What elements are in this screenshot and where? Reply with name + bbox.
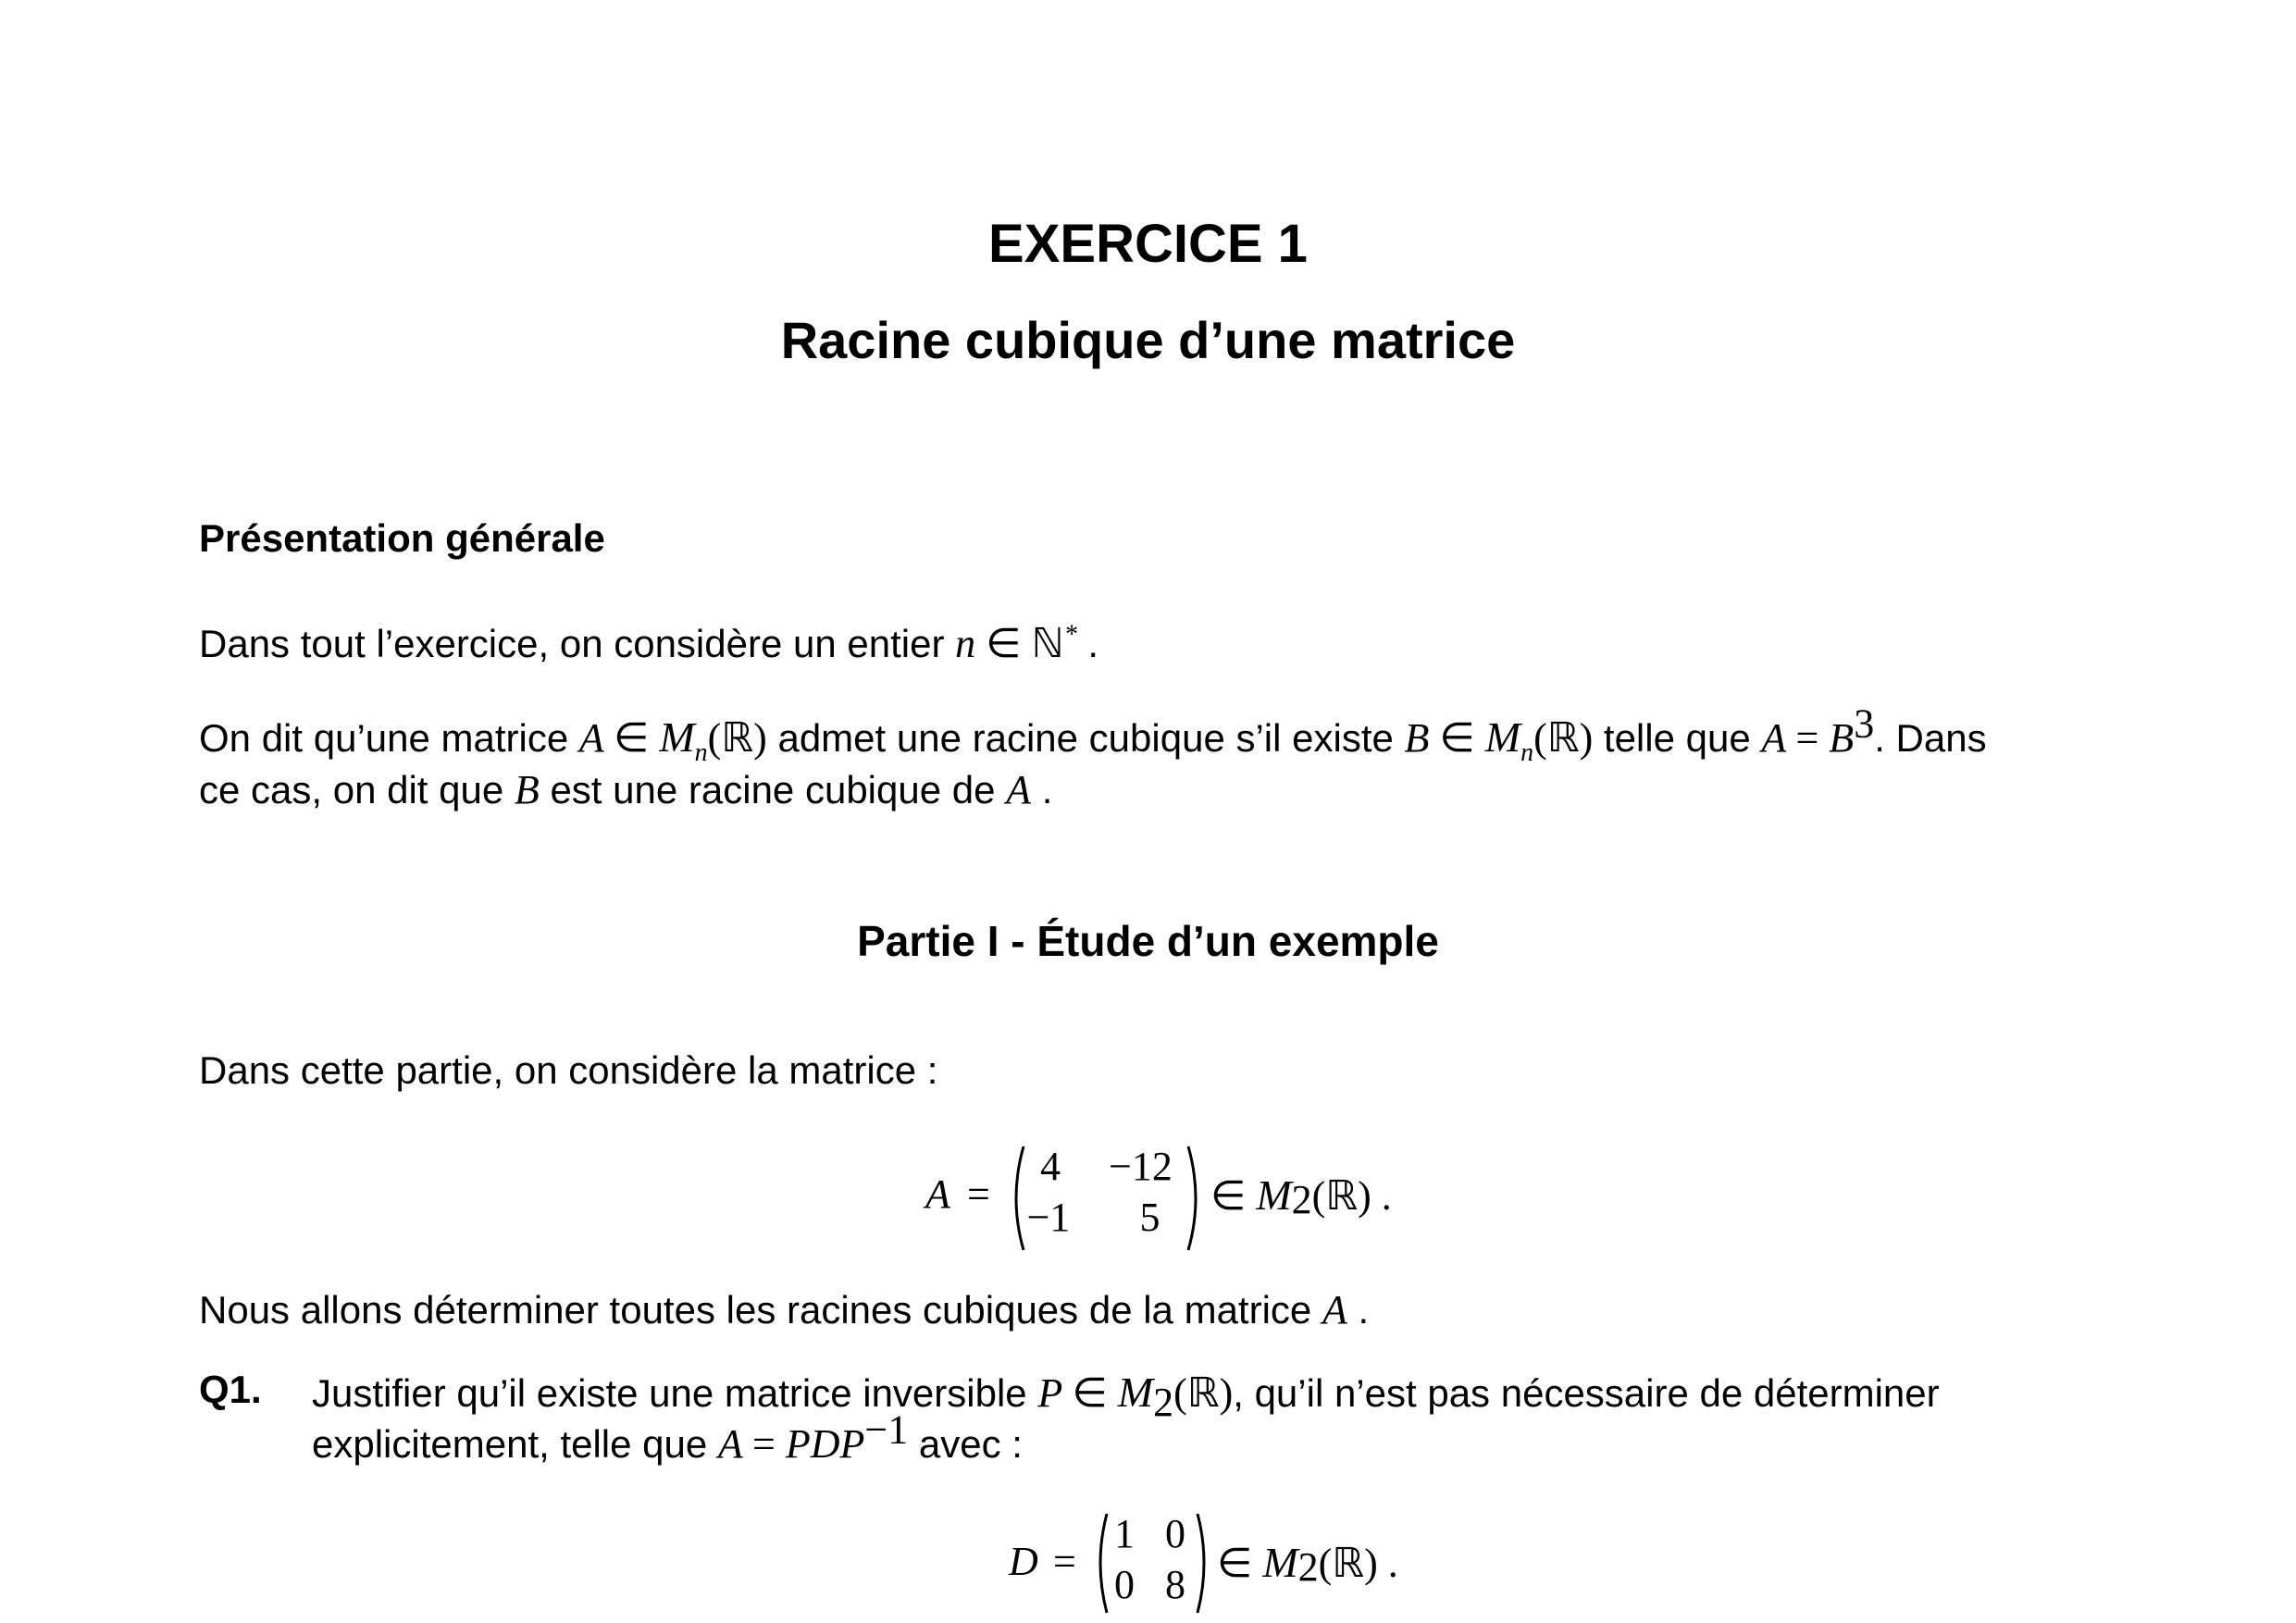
q1-text-a: Justifier qu’il existe une matrice inversible [312, 1371, 1027, 1415]
goal-text: Nous allons déterminer toutes les racines cubiques de la matrice [199, 1288, 1312, 1332]
definition-text-a: On dit qu’une matrice [199, 716, 569, 760]
definition-text-b: admet une racine cubique s’il existe [777, 716, 1394, 760]
math-A: A [1006, 767, 1032, 812]
matrix-A-equation [925, 1143, 1407, 1263]
q1-text-b: , qu’il n’est pas nécessaire de déterminer [1233, 1371, 1940, 1415]
definition-text-f: est une racine cubique de [550, 768, 996, 812]
math-A-in-Mn: A ∈ $M_n(ℝ)$ [578, 713, 767, 767]
matrix-D-cell-21: 0 [1114, 1562, 1135, 1607]
section-heading-presentation: Présentation générale [199, 516, 605, 560]
math-A-equals-B3: $A = B^3$ [1761, 700, 1875, 761]
matrix-A-name: A [925, 1171, 950, 1217]
equals-sign-D: = [1053, 1539, 1076, 1584]
right-paren-D-icon [1194, 1510, 1212, 1617]
goal-sentence: Nous allons déterminer toutes les racines cubiques de la matrice A . [199, 1287, 1370, 1332]
exercise-subtitle: Racine cubique d’une matrice [780, 311, 1516, 369]
matrix-A-space: ∈ $M_2(ℝ)$ . [1210, 1171, 1392, 1223]
exercise-title: EXERCICE 1 [988, 214, 1308, 274]
matrix-A-cell-11: 4 [1040, 1144, 1061, 1189]
matrix-A-cell-22: 5 [1139, 1195, 1160, 1240]
intro-text: Dans tout l’exercice, on considère un entier [199, 622, 945, 665]
matrix-D-cell-11: 1 [1114, 1511, 1135, 1556]
paragraph-definition-line1 [199, 700, 1987, 767]
paragraph-definition-line2: ce cas, on dit que B est une racine cubique de A . [199, 767, 1053, 812]
definition-text-d: . Dans [1874, 716, 1987, 760]
matrix-D-name: D [1009, 1539, 1038, 1584]
math-P-in-M2: P ∈ $M_2(ℝ)$ [1037, 1369, 1234, 1425]
matrix-D-space: ∈ $M_2(ℝ)$ . [1217, 1539, 1398, 1591]
part-intro: Dans cette partie, on considère la matrice : [199, 1048, 938, 1092]
definition-text-e: ce cas, on dit que [199, 768, 504, 812]
matrix-D-cell-22: 8 [1165, 1562, 1185, 1607]
math-n-in-N: n ∈ ℕ* [955, 620, 1077, 666]
equals-sign: = [967, 1171, 990, 1217]
q1-text-d: avec : [918, 1422, 1023, 1466]
right-paren-icon [1185, 1143, 1205, 1254]
q1-line2 [312, 1406, 1023, 1468]
definition-text-c: telle que [1603, 716, 1751, 760]
paragraph-intro: Dans tout l’exercice, on considère un entier n ∈ ℕ* . [199, 620, 1099, 666]
question-label-q1: Q1. [199, 1368, 262, 1411]
matrix-A-cell-21: −1 [1026, 1195, 1071, 1240]
part-heading: Partie I - Étude d’un exemple [857, 917, 1439, 965]
q1-text-c: explicitement, telle que [312, 1422, 708, 1466]
matrix-D-equation [1009, 1510, 1416, 1621]
matrix-A-cell-12: −12 [1109, 1144, 1173, 1189]
math-B-in-Mn: B ∈ $M_n(ℝ)$ [1404, 713, 1594, 767]
math-A-goal: A [1322, 1287, 1347, 1332]
math-B: B [514, 767, 540, 812]
math-A-equals-PDP-1: $A = PDP^{-1}$ [717, 1406, 909, 1467]
q1-line1 [312, 1368, 1940, 1425]
matrix-D-cell-12: 0 [1165, 1511, 1185, 1556]
